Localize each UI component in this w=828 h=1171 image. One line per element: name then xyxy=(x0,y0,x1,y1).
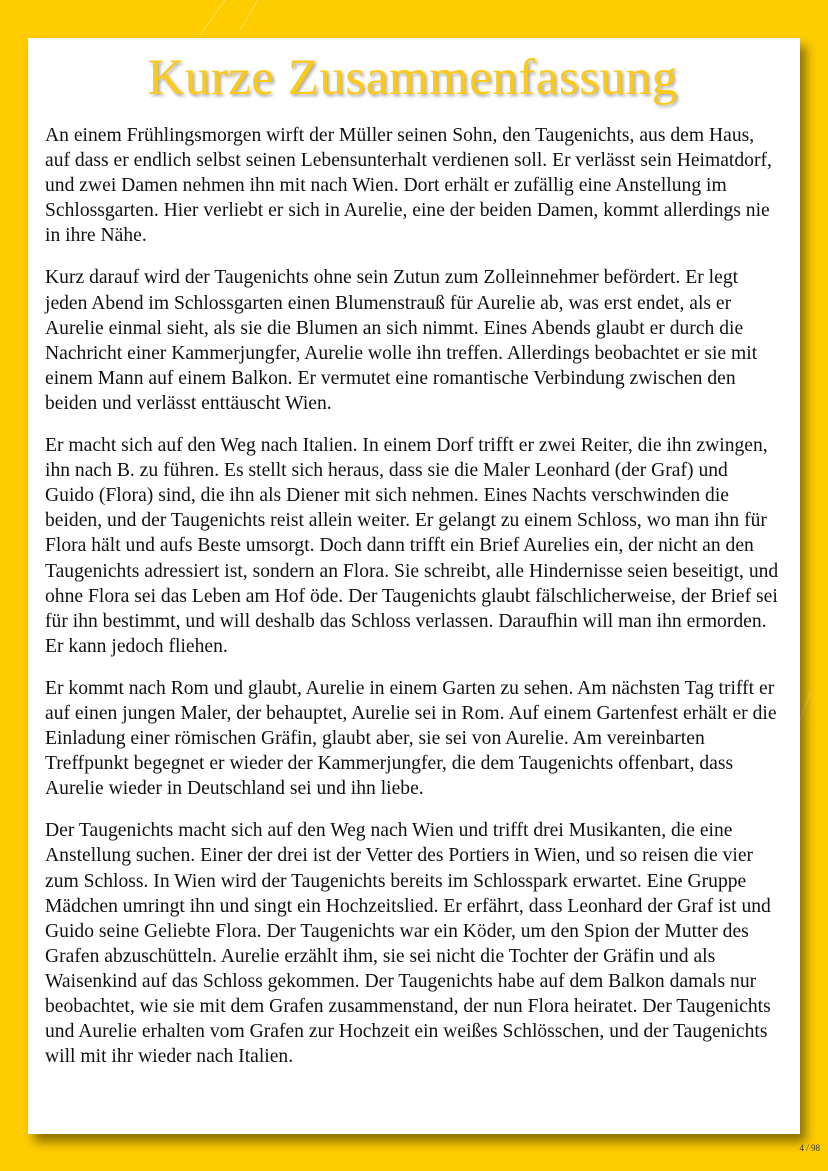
background-streak xyxy=(800,692,811,721)
paragraph-4: Er kommt nach Rom und glaubt, Aurelie in einem Garten zu sehen. Am nächsten Tag trifft er auf einen jungen Maler, der behauptet, Aurelie sei in Rom. Auf einem Gartenfest erhält er die Einladung einer römischen Gräfin, glaubt aber, sie sei von Aurelie. Am vereinbarten Treffpunkt begegnet er wieder der Kammerjungfer, die dem Taugenichts offenbart, dass Aurelie wieder in Deutschland sei und ihn liebe. xyxy=(45,677,777,800)
background-streak xyxy=(240,0,266,31)
document-page xyxy=(28,38,800,1134)
page-number: 4 / 98 xyxy=(799,1143,820,1153)
paragraph-5: Der Taugenichts macht sich auf den Weg nach Wien und trifft drei Musikanten, die eine Anstellung suchen. Einer der drei ist der Vetter des Portiers in Wien, und so reisen die vier zum Schloss. In Wien wird der Taugenichts bereits im Schlosspark erwartet. Eine Gruppe Mädchen umringt ihn und singt ein Hochzeitslied. Er erfährt, dass Leonhard der Graf ist und Guido seine Geliebte Flora. Der Taugenichts war ein Köder, um den Spion der Mutter des Grafen abzuschütteln. Aurelie erzählt ihm, sie sei nicht die Tochter der Gräfin und als Waisenkind auf das Schloss gekommen. Der Taugenichts habe auf dem Balkon damals nur beobachtet, wie sie mit dem Grafen zusammenstand, der nun Flora heiratet. Der Taugenichts und Aurelie erhalten vom Grafen zur Hochzeit ein weißes Schlösschen, und der Taugenichts will mit ihr wieder nach Italien. xyxy=(45,820,771,1068)
paragraph-1: An einem Frühlingsmorgen wirft der Müller seinen Sohn, den Taugenichts, aus dem Haus, auf dass er endlich selbst seinen Lebensunterhalt verdienen soll. Er verlässt sein Heimatdorf, und zwei Damen nehmen ihn mit nach Wien. Dort erhält er zufällig eine Anstellung im Schlossgarten. Hier verliebt er sich in Aurelie, eine der beiden Damen, kommt allerdings nie in ihre Nähe. xyxy=(45,125,772,247)
background-streak xyxy=(200,0,235,36)
page-title: Kurze Zusammenfassung xyxy=(147,50,678,106)
paragraph-2: Kurz darauf wird der Taugenichts ohne sein Zutun zum Zolleinnehmer befördert. Er legt jeden Abend im Schlossgarten einen Blumenstrauß für Aurelie ab, was erst endet, als er Aurelie einmal sieht, als sie die Blumen an sich nimmt. Eines Abends glaubt er durch die Nachricht einer Kammerjungfer, Aurelie wolle ihn treffen. Allerdings beobachtet er sie mit einem Mann auf einem Balkon. Er vermutet eine romantische Verbindung zwischen den beiden und verlässt enttäuscht Wien. xyxy=(45,267,758,414)
paragraph-3: Er macht sich auf den Weg nach Italien. In einem Dorf trifft er zwei Reiter, die ihn zwingen, ihn nach B. zu führen. Es stellt sich heraus, dass sie die Maler Leonhard (der Graf) und Guido (Flora) sind, die ihn als Diener mit sich nehmen. Eines Nachts verschwinden die beiden, und der Taugenichts reist allein weiter. Er gelangt zu einem Schloss, wo man ihn für Flora hält und aufs Beste umsorgt. Doch dann trifft ein Brief Aurelies ein, der nicht an den Taugenichts adressiert ist, sondern an Flora. Sie schreibt, alle Hindernisse seien beseitigt, und ohne Flora sei das Leben am Hof öde. Der Taugenichts glaubt fälschlicherweise, der Brief sei für ihn bestimmt, und will deshalb das Schloss verlassen. Daraufhin will man ihn ermorden. Er kann jedoch fliehen. xyxy=(45,435,779,657)
